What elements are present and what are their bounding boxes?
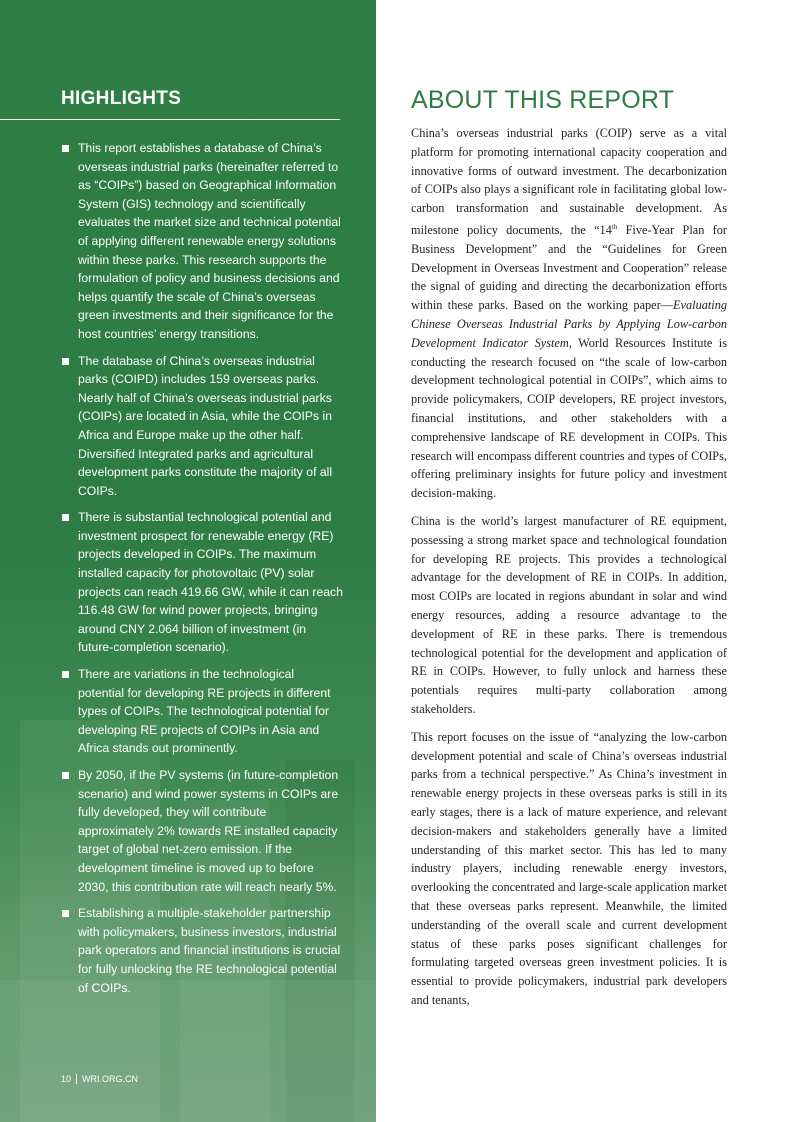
highlights-list — [61, 139, 343, 1005]
highlights-divider — [0, 119, 340, 120]
highlight-item — [61, 508, 343, 657]
square-bullet-icon — [62, 514, 69, 521]
highlight-text: Establishing a multiple-stakeholder partnership with policymakers, business investors, industrial park operators and financial institutions is crucial for fully unlocking the RE technological potential of COIPs. — [78, 906, 341, 995]
about-report-title: ABOUT THIS REPORT — [411, 86, 675, 114]
highlight-text: This report establishes a database of China’s overseas industrial parks (hereinafter referred to as “COIPs”) based on Geographical Information System (GIS) technology and scientifically evaluates the market size and technical potential of applying different renewable energy solutions within these parks. This research supports the formulation of policy and business decisions and helps quantify the scale of China’s overseas green investments and their significance for the host countries’ energy transitions. — [78, 141, 341, 341]
square-bullet-icon — [62, 671, 69, 678]
ordinal-superscript: th — [611, 222, 618, 231]
footer-divider — [76, 1074, 77, 1084]
highlight-text: There are variations in the technological potential for developing RE projects in different types of COIPs. The technological potential for developing RE projects of COIPs in Asia and Africa stands out prominently. — [78, 667, 331, 756]
highlight-text: The database of China’s overseas industrial parks (COIPD) includes 159 overseas parks. Nearly half of China’s overseas industrial parks (COIPs) are located in Asia, while the COIPs in Africa and Europe make up the other half. Diversified Integrated parks and agricultural development parks constitute the majority of all COIPs. — [78, 353, 333, 498]
highlights-panel — [0, 0, 376, 1122]
about-paragraph: This report focuses on the issue of “analyzing the low-carbon development potential and scale of China’s overseas industrial parks from a technical perspective.” As China’s investment in renewable energy projects in these overseas parks is still in its early stages, there is a lack of mature experience, and relevant decision-makers and stakeholders generally have a limited understanding of this market sector. This has led to many industry players, including renewable energy investors, overlooking the concentrated and large-scale application market that these overseas parks represent. Meanwhile, the limited understanding of the overall scale and current development status of these parks poses significant challenges for formulating targeted overseas green investment policies. It is essential to provide policymakers, industrial park developers and tenants, — [411, 729, 727, 1007]
highlight-item — [61, 352, 343, 501]
about-report-body — [411, 124, 727, 1019]
highlight-item — [61, 665, 343, 758]
paragraph-text: Five-Year Plan for Business Development” and the “Guidelines for Green Development in Overseas Investment and Cooperation” release the signal of guiding and directing the decarbonization efforts within these parks. Based on the working paper— — [411, 223, 727, 313]
square-bullet-icon — [62, 145, 69, 152]
highlight-text: There is substantial technological potential and investment prospect for renewable energy (RE) projects developed in COIPs. The maximum installed capacity for photovoltaic (PV) solar projects can reach 419.66 GW, while it can reach 116.48 GW for wind power projects, bringing around CNY 2.064 billion of investment (in future-completion scenario). — [78, 510, 343, 655]
paragraph-text: China’s overseas industrial parks (COIP) serve as a vital platform for promoting international capacity cooperation and innovative forms of outward investment. The decarbonization of COIPs also plays a significant role in facilitating global low-carbon transformation and sustainable development. As milestone policy documents, the “14 — [411, 126, 727, 238]
highlight-text: By 2050, if the PV systems (in future-completion scenario) and wind power systems in COIPs are fully developed, they will contribute approximately 2% towards RE installed capacity target of global net-zero emission. If the development timeline is moved up to before 2030, this contribution rate will reach nearly 5%. — [78, 768, 339, 894]
paragraph-text: , World Resources Institute is conducting the research focused on “the scale of low-carbon development technological potential in COIPs”, which aims to provide policymakers, COIP developers, RE project investors, financial institutions, and other stakeholders with a comprehensive landscape of RE development in COIPs. This research will encompass different countries and types of COIPs, offering preliminary insights for future policy and investment decision-making. — [411, 335, 727, 501]
square-bullet-icon — [62, 772, 69, 779]
page-footer — [61, 1074, 138, 1084]
highlight-item — [61, 904, 343, 997]
highlight-item — [61, 766, 343, 896]
working-paper-title: Evaluating Chinese Overseas Industrial Parks by Applying Low-carbon Development Indicator System — [411, 298, 727, 350]
highlight-item — [61, 139, 343, 344]
footer-site-link[interactable]: WRI.ORG.CN — [82, 1074, 139, 1084]
highlights-title: HIGHLIGHTS — [61, 88, 182, 109]
page-number: 10 — [61, 1074, 72, 1084]
square-bullet-icon — [62, 358, 69, 365]
square-bullet-icon — [62, 910, 69, 917]
about-paragraph: China is the world’s largest manufacturer of RE equipment, possessing a strong market space and technological foundation for developing RE projects. This provides a technological advantage for the development of RE in COIPs. In addition, most COIPs are located in regions abundant in solar and wind energy resources, adding a resource advantage to the development of RE in these parks. There is tremendous technological potential for the development and application of RE in COIPs. However, to fully unlock and harness these potentials requires multi-party collaboration among stakeholders. — [411, 514, 727, 716]
about-paragraph — [411, 124, 727, 503]
